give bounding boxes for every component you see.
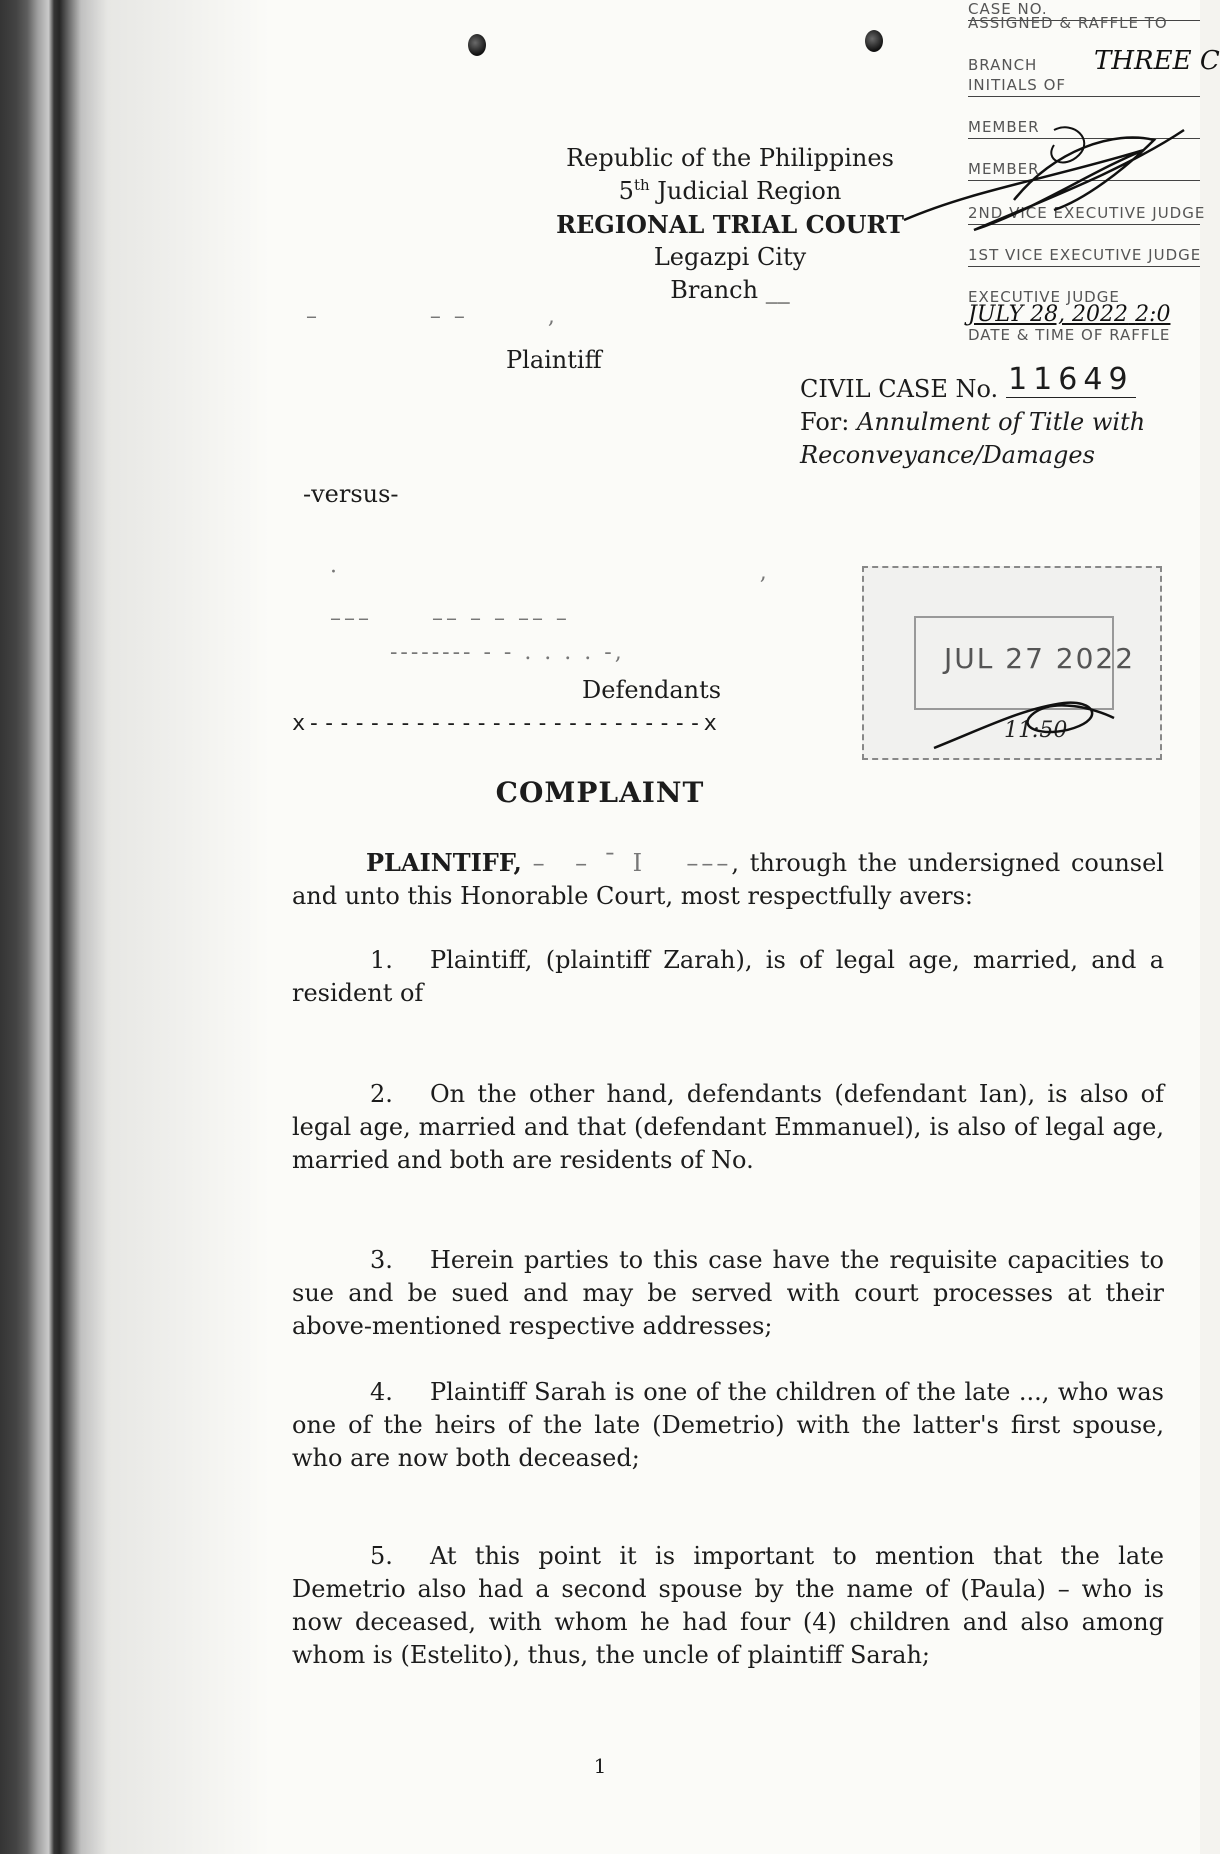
case-number-value: 11649 [1006, 362, 1136, 398]
stamp-time: 11:50 [1004, 718, 1068, 743]
paragraph-3: 3. Herein parties to this case have the requisite capacities to sue and be sued and may be served with court processes at their above-mentioned respective addresses; [292, 1246, 1164, 1340]
civil-case-number: CIVIL CASE No. 11649 [800, 370, 1136, 406]
intro-paragraph: PLAINTIFF, – – ¯ I –––, through the undersigned counsel and unto this Honorable Court, most respectfully avers: [292, 848, 1164, 910]
paragraph-4: 4. Plaintiff Sarah is one of the children of the late ..., who was one of the heirs of the late (Demetrio) with the latter's first spouse, who are now both deceased; [292, 1378, 1164, 1472]
stamp-date: JUL 27 2022 [944, 642, 1136, 675]
signature-scribble [894, 110, 1194, 240]
punch-hole [865, 30, 883, 52]
raffle-assigned: ASSIGNED & RAFFLE TO [968, 14, 1168, 32]
redacted-plaintiff-name: – – – , [306, 304, 558, 329]
raffle-second-vice: 2ND VICE EXECUTIVE JUDGE [968, 204, 1200, 225]
scan-shadow [0, 0, 270, 1854]
raffle-date-time-label: DATE & TIME OF RAFFLE [968, 326, 1171, 344]
paragraph-5: 5. At this point it is important to mention that the late Demetrio also had a second spouse by the name of (Paula) – who is now deceased, with whom he had four (4) children and also among whom is (Estelito), thus, the uncle of plaintiff Sarah; [292, 1542, 1164, 1669]
raffle-member-1: MEMBER [968, 118, 1200, 139]
raffle-first-vice: 1ST VICE EXECUTIVE JUDGE [968, 246, 1200, 267]
document-title: COMPLAINT [495, 776, 705, 809]
redacted-defendant-name: -------- - - . . . . -, [390, 640, 625, 665]
received-stamp [862, 566, 1162, 760]
redacted-defendant-name: · , [330, 560, 770, 585]
redacted-defendant-name: ––– –– – – –– – [330, 606, 570, 631]
court-header [530, 142, 930, 307]
stamp-signature [924, 688, 1124, 758]
raffle-executive: EXECUTIVE JUDGE [968, 288, 1120, 306]
city-line: Legazpi City [653, 243, 807, 271]
defendants-label: Defendants [582, 676, 722, 704]
republic-line: Republic of the Philippines [566, 144, 894, 172]
versus-label: -versus- [303, 480, 399, 508]
raffle-initials: INITIALS OF [968, 76, 1200, 97]
region-line: 5th Judicial Region [618, 176, 842, 205]
paragraph-2: 2. On the other hand, defendants (defendant Ian), is also of legal age, married and that (defendant Emmanuel), is also of legal age, married and both are residents of No. [292, 1080, 1164, 1174]
raffle-box [964, 0, 1220, 345]
raffle-branch-label: BRANCH [968, 56, 1038, 74]
raffle-member-2: MEMBER [968, 160, 1200, 181]
page-number: 1 [593, 1754, 607, 1778]
raffle-branch-value: THREE C [1094, 46, 1220, 76]
raffle-date-written: JULY 28, 2022 2:0 [968, 302, 1171, 327]
court-name: REGIONAL TRIAL COURT [556, 210, 904, 239]
caption-x-line: x--------------------------x [292, 711, 719, 736]
branch-line: Branch __ [670, 276, 790, 304]
punch-hole [468, 34, 486, 56]
paragraph-1: 1. Plaintiff, (plaintiff Zarah), is of legal age, married, and a resident of [292, 946, 1164, 1007]
plaintiff-label: Plaintiff [506, 346, 602, 374]
case-nature: For: Annulment of Title with Reconveyance/Damages [800, 408, 1146, 469]
raffle-case-no: CASE NO. [968, 0, 1200, 21]
